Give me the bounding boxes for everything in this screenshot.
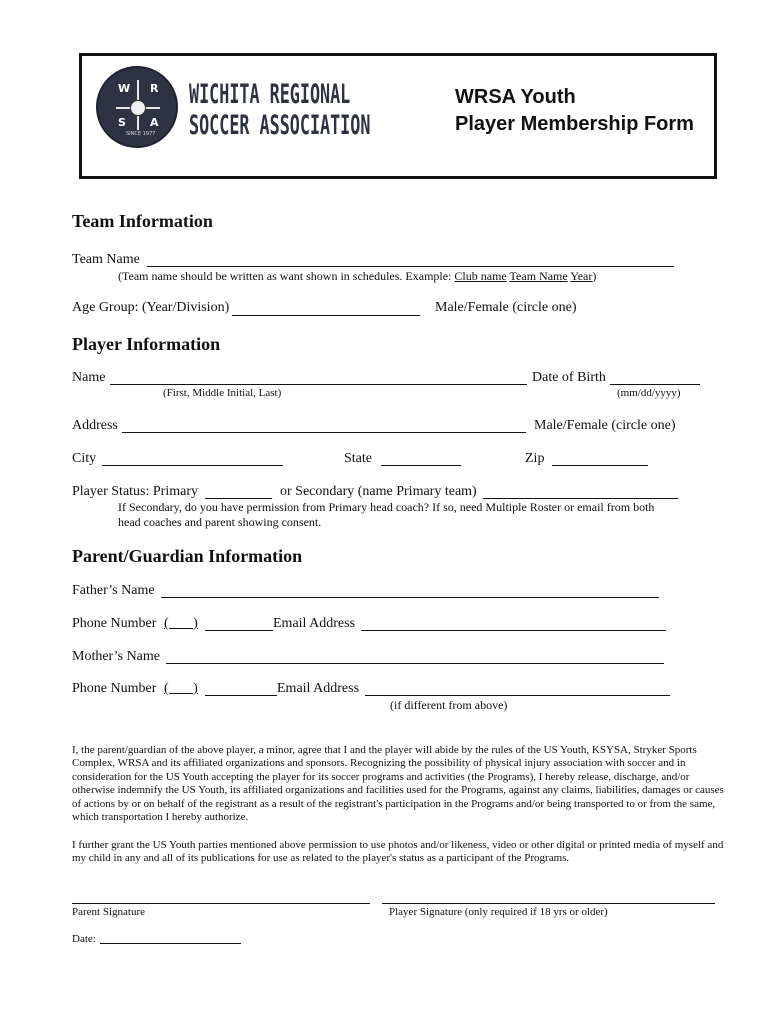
player-name-field[interactable]	[110, 384, 527, 385]
dob-field[interactable]	[610, 384, 700, 385]
liability-release-paragraph: I, the parent/guardian of the above player, a minor, agree that I and the player will abide by the rules of the US Youth, KSYSA, Stryker Sports Complex, WRSA and its affiliated organizations and sponsors. Recognizing the possibility of physical injury association with soccer and in consideration for the US Youth accepting the player for its soccer programs and activities (the Programs), I hereby release, discharge, and/or otherwise indemnify the US Youth, its affiliated organizations and facilities used for the Programs, against any claims, liabilities, damages or causes of actions by or on behalf of the registrant as a result of the registrant's participation in the Programs and/or being transported to or from the same, which transportation I hereby authorize.	[72, 744, 724, 824]
father-phone-area[interactable]: ( )	[164, 616, 198, 631]
mother-name-field[interactable]	[166, 663, 664, 664]
dob-hint: (mm/dd/yyyy)	[617, 387, 681, 399]
logo-since: SINCE 1977	[126, 131, 156, 137]
guardian-info-heading: Parent/Guardian Information	[72, 546, 303, 566]
team-name-field[interactable]	[147, 266, 674, 267]
secondary-note-line1: If Secondary, do you have permission from Primary head coach? If so, need Multiple Roster or email from both	[118, 500, 655, 514]
mother-email-label: Email Address	[277, 681, 360, 696]
player-name-hint: (First, Middle Initial, Last)	[163, 387, 282, 399]
mother-phone-field[interactable]	[205, 695, 277, 696]
logo-letter-w: W	[118, 82, 131, 95]
player-signature-field[interactable]	[382, 903, 715, 904]
primary-team-field[interactable]	[205, 498, 272, 499]
player-status-label: Player Status: Primary	[72, 484, 198, 499]
state-field[interactable]	[381, 465, 461, 466]
team-name-note: (Team name should be written as want shown in schedules. Example: Club name Team Name Year)	[118, 269, 597, 283]
father-name-field[interactable]	[161, 597, 659, 598]
parent-signature-field[interactable]	[72, 903, 370, 904]
mother-email-hint: (if different from above)	[390, 698, 508, 712]
father-name-label: Father’s Name	[72, 583, 155, 598]
parent-signature-label: Parent Signature	[72, 906, 146, 918]
team-info-heading: Team Information	[72, 211, 213, 231]
address-label: Address	[72, 418, 118, 433]
city-label: City	[72, 451, 97, 466]
player-gender-label: Male/Female (circle one)	[534, 418, 676, 433]
logo-letter-r: R	[150, 82, 159, 95]
player-name-label: Name	[72, 370, 106, 385]
zip-label: Zip	[525, 451, 545, 466]
secondary-label: or Secondary (name Primary team)	[280, 484, 477, 499]
age-group-field[interactable]	[232, 315, 420, 316]
media-release-paragraph: I further grant the US Youth parties mentioned above permission to use photos and/or likeness, video or other digital or printed media of myself and my child in any and all of its publications for use as related to the player's status as a participant of the Programs.	[72, 839, 724, 865]
player-info-heading: Player Information	[72, 334, 221, 354]
dob-label: Date of Birth	[532, 370, 606, 385]
wrsa-logo-emblem	[96, 66, 178, 148]
age-group-label: Age Group: (Year/Division)	[72, 300, 230, 315]
secondary-team-field[interactable]	[483, 498, 678, 499]
father-phone-field[interactable]	[205, 630, 273, 631]
zip-field[interactable]	[552, 465, 648, 466]
form-title-line2: Player Membership Form	[455, 113, 694, 135]
logo-letter-s: S	[118, 116, 126, 129]
date-label: Date:	[72, 933, 96, 945]
mother-name-label: Mother’s Name	[72, 649, 160, 664]
team-gender-label: Male/Female (circle one)	[435, 300, 577, 315]
form-title-line1: WRSA Youth	[455, 86, 576, 108]
city-field[interactable]	[102, 465, 283, 466]
soccer-ball-icon	[130, 100, 146, 116]
logo-text-line1: WICHITA REGIONAL	[189, 79, 351, 110]
logo-letter-a: A	[150, 116, 159, 129]
date-field[interactable]	[100, 943, 241, 944]
mother-phone-area[interactable]: ( )	[164, 681, 198, 696]
team-name-label: Team Name	[72, 252, 140, 267]
logo-text-line2: SOCCER ASSOCIATION	[189, 110, 371, 141]
state-label: State	[344, 451, 372, 466]
father-phone-label: Phone Number	[72, 616, 157, 631]
mother-phone-label: Phone Number	[72, 681, 157, 696]
father-email-label: Email Address	[273, 616, 356, 631]
secondary-note-line2: head coaches and parent showing consent.	[118, 515, 322, 529]
player-signature-label: Player Signature (only required if 18 yrs or older)	[389, 906, 608, 918]
mother-email-field[interactable]	[365, 695, 670, 696]
address-field[interactable]	[122, 432, 526, 433]
father-email-field[interactable]	[361, 630, 666, 631]
